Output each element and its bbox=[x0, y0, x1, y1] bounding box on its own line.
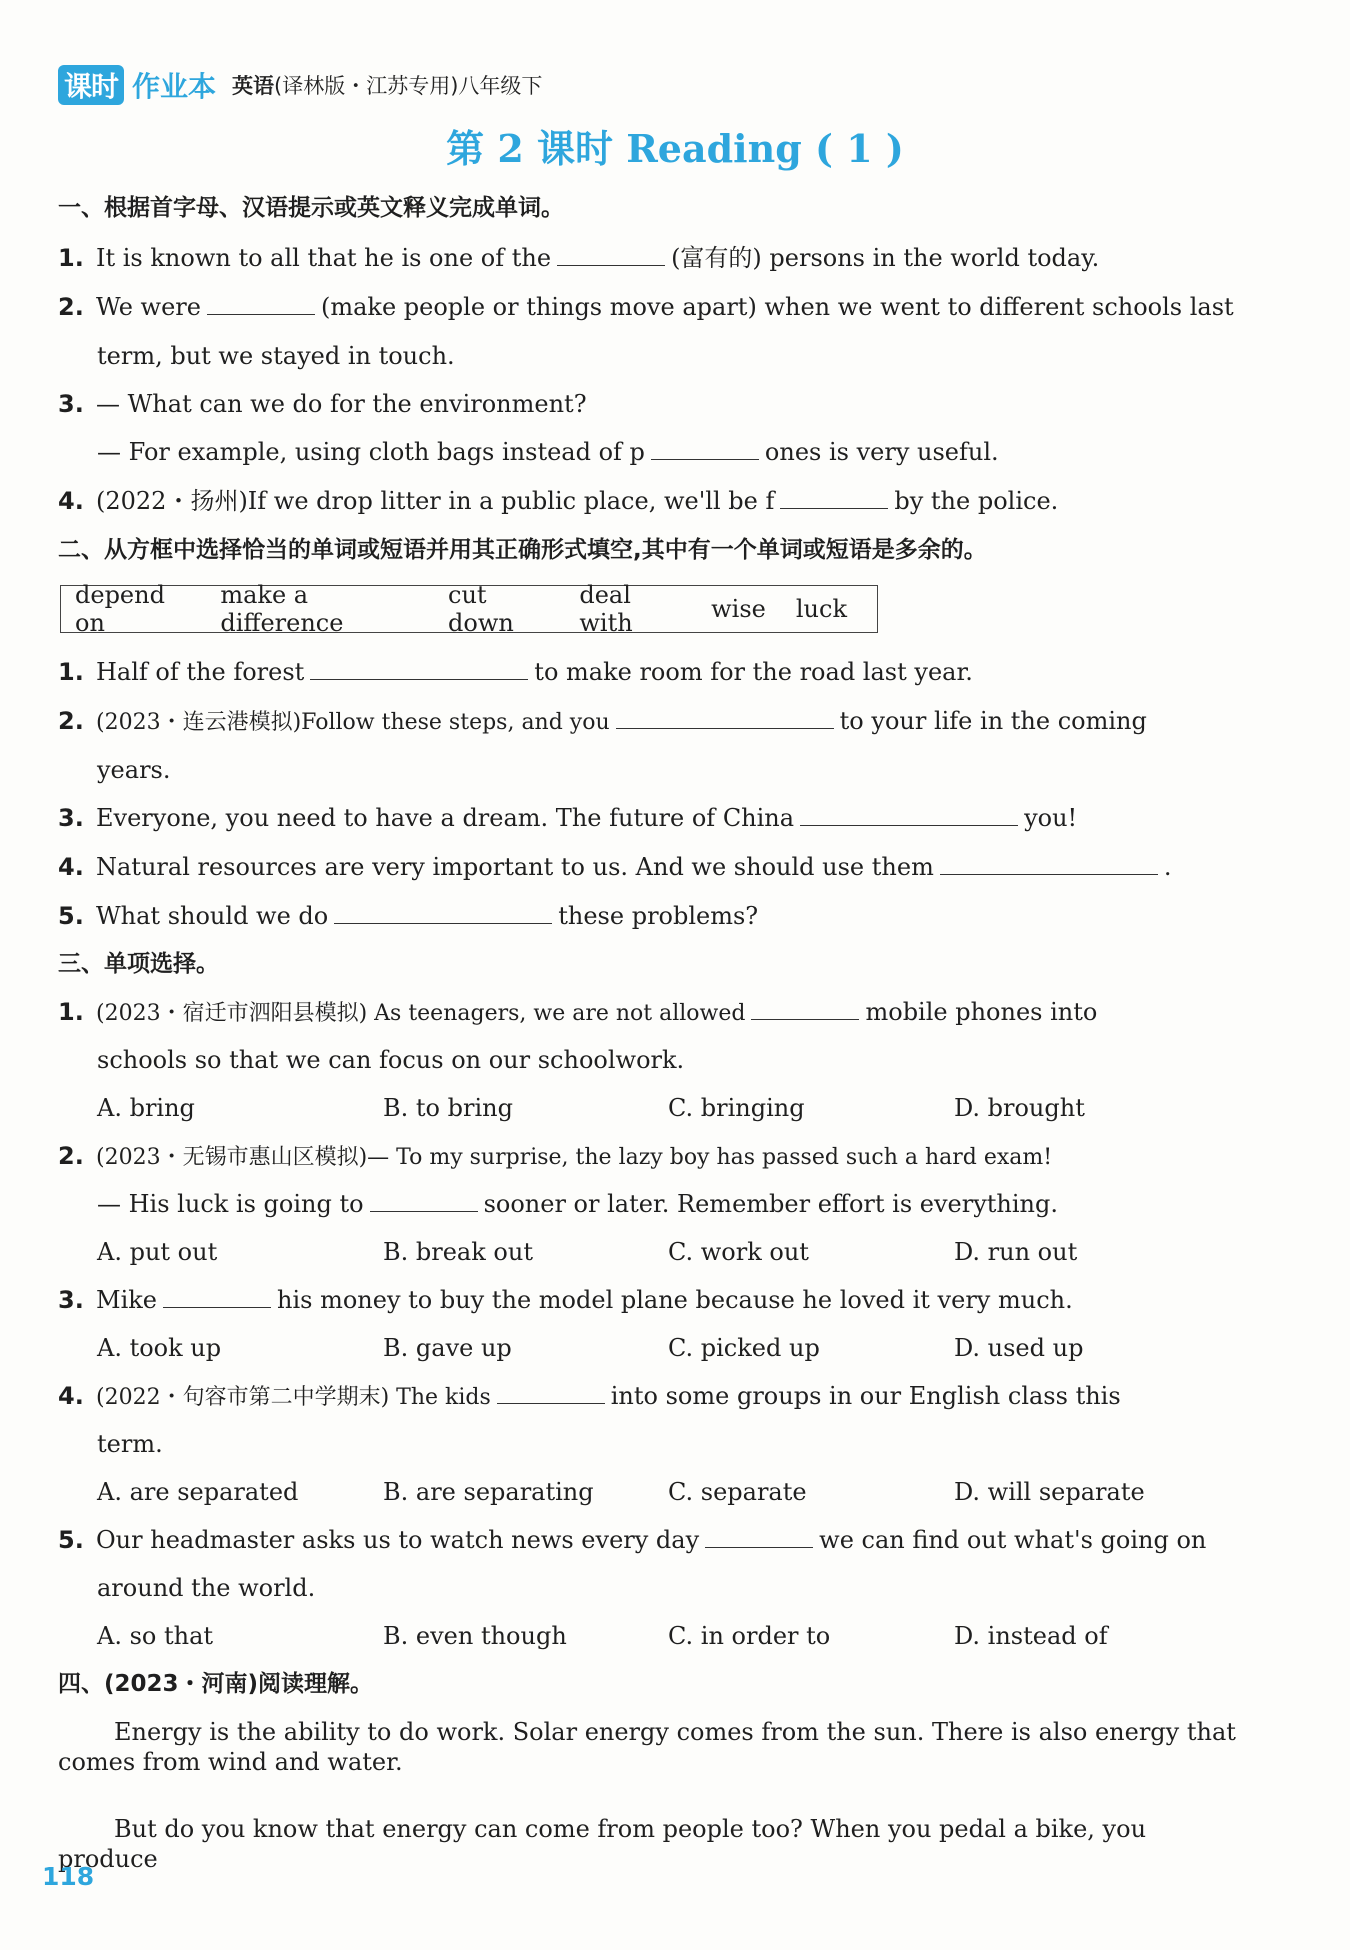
s3-q2-answer bbox=[97, 1189, 1255, 1219]
question-text: Everyone, you need to have a dream. The future of China bbox=[96, 804, 795, 832]
s2-q2-cont: years. bbox=[97, 756, 171, 784]
option-b[interactable]: B. even though bbox=[383, 1622, 567, 1650]
question-number: 4. bbox=[58, 487, 84, 515]
question-text: Our headmaster asks us to watch news every day bbox=[96, 1526, 700, 1554]
question-number: 3. bbox=[58, 804, 84, 832]
s3-q2 bbox=[58, 1141, 1255, 1173]
question-text: Natural resources are very important to us. And we should use them bbox=[96, 853, 934, 881]
question-text: We were bbox=[96, 293, 201, 321]
s3-q3 bbox=[58, 1285, 1255, 1315]
s1-q2-cont: term, but we stayed in touch. bbox=[97, 342, 455, 370]
book-logo-subtitle: 作业本 bbox=[132, 70, 217, 103]
question-text: Mike bbox=[96, 1286, 157, 1314]
word-bank-item: depend on bbox=[75, 581, 165, 637]
s3-q3-options bbox=[97, 1333, 1197, 1363]
question-text: his money to buy the model plane because he loved it very much. bbox=[277, 1286, 1073, 1314]
question-text: Half of the forest bbox=[96, 658, 305, 686]
s3-q4-options bbox=[97, 1477, 1197, 1507]
option-d[interactable]: D. instead of bbox=[954, 1622, 1108, 1650]
question-number: 3. bbox=[58, 390, 84, 418]
question-text: What should we do bbox=[96, 902, 329, 930]
answer-blank[interactable] bbox=[370, 1189, 478, 1212]
question-text: (2023・无锡市惠山区模拟)— To my surprise, the lazy boy has passed such a hard exam! bbox=[96, 1145, 1053, 1170]
section3-heading: 三、单项选择。 bbox=[58, 951, 219, 977]
question-text: to make room for the road last year. bbox=[534, 658, 973, 686]
option-c[interactable]: C. separate bbox=[668, 1478, 807, 1506]
word-bank-item: deal with bbox=[579, 581, 633, 637]
option-a[interactable]: A. bring bbox=[97, 1094, 195, 1122]
s3-q4 bbox=[58, 1381, 1255, 1413]
s3-q2-options bbox=[97, 1237, 1197, 1267]
question-text: by the police. bbox=[894, 487, 1059, 515]
word-bank-box bbox=[60, 581, 878, 637]
question-text: (make people or things move apart) when we went to different schools last bbox=[320, 293, 1234, 321]
question-text: — For example, using cloth bags instead of p bbox=[97, 438, 645, 466]
answer-blank[interactable] bbox=[497, 1381, 605, 1404]
s2-q3 bbox=[58, 803, 1255, 833]
question-text: . bbox=[1163, 853, 1172, 881]
option-a[interactable]: A. are separated bbox=[97, 1478, 299, 1506]
book-header bbox=[58, 60, 542, 110]
question-number: 3. bbox=[58, 1286, 84, 1314]
s3-q5-options bbox=[97, 1621, 1197, 1651]
question-number: 4. bbox=[58, 1382, 84, 1410]
section1-heading: 一、根据首字母、汉语提示或英文释义完成单词。 bbox=[58, 195, 564, 221]
option-c[interactable]: C. in order to bbox=[668, 1622, 831, 1650]
option-d[interactable]: D. brought bbox=[954, 1094, 1085, 1122]
answer-blank[interactable] bbox=[163, 1285, 271, 1308]
answer-blank[interactable] bbox=[616, 706, 834, 729]
question-text: (2023・连云港模拟)Follow these steps, and you bbox=[96, 710, 610, 735]
answer-blank[interactable] bbox=[651, 437, 759, 460]
option-c[interactable]: C. bringing bbox=[668, 1094, 805, 1122]
s3-q4-cont: term. bbox=[97, 1430, 163, 1458]
subject-label: 英语 bbox=[232, 74, 275, 98]
s3-q5-cont: around the world. bbox=[97, 1574, 316, 1602]
lesson-title: 第 2 课时 Reading ( 1 ) bbox=[446, 126, 904, 171]
option-a[interactable]: A. took up bbox=[97, 1334, 222, 1362]
answer-blank[interactable] bbox=[207, 292, 315, 315]
answer-blank[interactable] bbox=[800, 803, 1018, 826]
s1-q1 bbox=[58, 243, 1255, 273]
option-d[interactable]: D. run out bbox=[954, 1238, 1078, 1266]
word-bank-item: make a difference bbox=[220, 581, 344, 637]
question-text: to your life in the coming bbox=[839, 707, 1147, 735]
s2-q2 bbox=[58, 706, 1255, 738]
answer-blank[interactable] bbox=[751, 997, 859, 1020]
s1-q3 bbox=[58, 389, 1255, 419]
question-text: (富有的) persons in the world today. bbox=[671, 244, 1100, 272]
s2-q4 bbox=[58, 852, 1255, 882]
option-d[interactable]: D. will separate bbox=[954, 1478, 1145, 1506]
word-bank-item: wise bbox=[711, 595, 766, 623]
answer-blank[interactable] bbox=[310, 657, 528, 680]
answer-blank[interactable] bbox=[334, 901, 552, 924]
answer-blank[interactable] bbox=[557, 243, 665, 266]
answer-blank[interactable] bbox=[780, 486, 888, 509]
question-number: 1. bbox=[58, 998, 84, 1026]
question-text: sooner or later. Remember effort is everything. bbox=[483, 1190, 1058, 1218]
answer-blank[interactable] bbox=[705, 1525, 813, 1548]
answer-blank[interactable] bbox=[940, 852, 1158, 875]
option-b[interactable]: B. are separating bbox=[383, 1478, 594, 1506]
s2-q5 bbox=[58, 901, 1255, 931]
option-c[interactable]: C. picked up bbox=[668, 1334, 820, 1362]
question-text: you! bbox=[1024, 804, 1078, 832]
question-text: mobile phones into bbox=[865, 998, 1098, 1026]
question-text: (2022・扬州)If we drop litter in a public place, we'll be f bbox=[96, 487, 775, 515]
s1-q2 bbox=[58, 292, 1255, 322]
question-text: we can find out what's going on bbox=[819, 1526, 1207, 1554]
s1-q3-answer bbox=[97, 437, 1255, 467]
question-number: 4. bbox=[58, 853, 84, 881]
question-number: 5. bbox=[58, 902, 84, 930]
s1-q4 bbox=[58, 486, 1255, 516]
question-number: 1. bbox=[58, 658, 84, 686]
option-b[interactable]: B. break out bbox=[383, 1238, 533, 1266]
s3-q1 bbox=[58, 997, 1255, 1029]
option-a[interactable]: A. put out bbox=[97, 1238, 218, 1266]
word-bank-item: cut down bbox=[448, 581, 514, 637]
question-number: 2. bbox=[58, 707, 84, 735]
edition-label: (译林版・江苏专用)八年级下 bbox=[274, 74, 543, 98]
s2-q1 bbox=[58, 657, 1255, 687]
s3-q1-cont: schools so that we can focus on our schoolwork. bbox=[97, 1046, 685, 1074]
question-text: It is known to all that he is one of the bbox=[96, 244, 552, 272]
option-c[interactable]: C. work out bbox=[668, 1238, 809, 1266]
s3-q1-options bbox=[97, 1093, 1197, 1123]
book-logo: 课时 bbox=[58, 65, 124, 105]
reading-paragraph: Energy is the ability to do work. Solar energy comes from the sun. There is also energy that comes from wind and water. bbox=[58, 1718, 1236, 1776]
s3-q5 bbox=[58, 1525, 1255, 1555]
page-number: 118 bbox=[42, 1862, 95, 1891]
question-text: (2022・句容市第二中学期末) The kids bbox=[96, 1385, 491, 1410]
question-number: 2. bbox=[58, 293, 84, 321]
question-number: 2. bbox=[58, 1142, 84, 1170]
word-bank-item: luck bbox=[795, 595, 847, 623]
option-a[interactable]: A. so that bbox=[97, 1622, 214, 1650]
question-text: into some groups in our English class this bbox=[610, 1382, 1121, 1410]
option-d[interactable]: D. used up bbox=[954, 1334, 1084, 1362]
question-number: 5. bbox=[58, 1526, 84, 1554]
question-text: (2023・宿迁市泗阳县模拟) As teenagers, we are not allowed bbox=[96, 1001, 746, 1026]
option-b[interactable]: B. gave up bbox=[383, 1334, 512, 1362]
option-b[interactable]: B. to bring bbox=[383, 1094, 513, 1122]
section4-heading: 四、(2023・河南)阅读理解。 bbox=[58, 1671, 374, 1697]
question-text: — What can we do for the environment? bbox=[96, 390, 587, 418]
question-text: — His luck is going to bbox=[97, 1190, 364, 1218]
section2-heading: 二、从方框中选择恰当的单词或短语并用其正确形式填空,其中有一个单词或短语是多余的。 bbox=[58, 537, 987, 563]
question-text: these problems? bbox=[558, 902, 759, 930]
question-number: 1. bbox=[58, 244, 84, 272]
question-text: ones is very useful. bbox=[764, 438, 999, 466]
reading-paragraph: But do you know that energy can come from people too? When you pedal a bike, you produce bbox=[58, 1815, 1147, 1873]
